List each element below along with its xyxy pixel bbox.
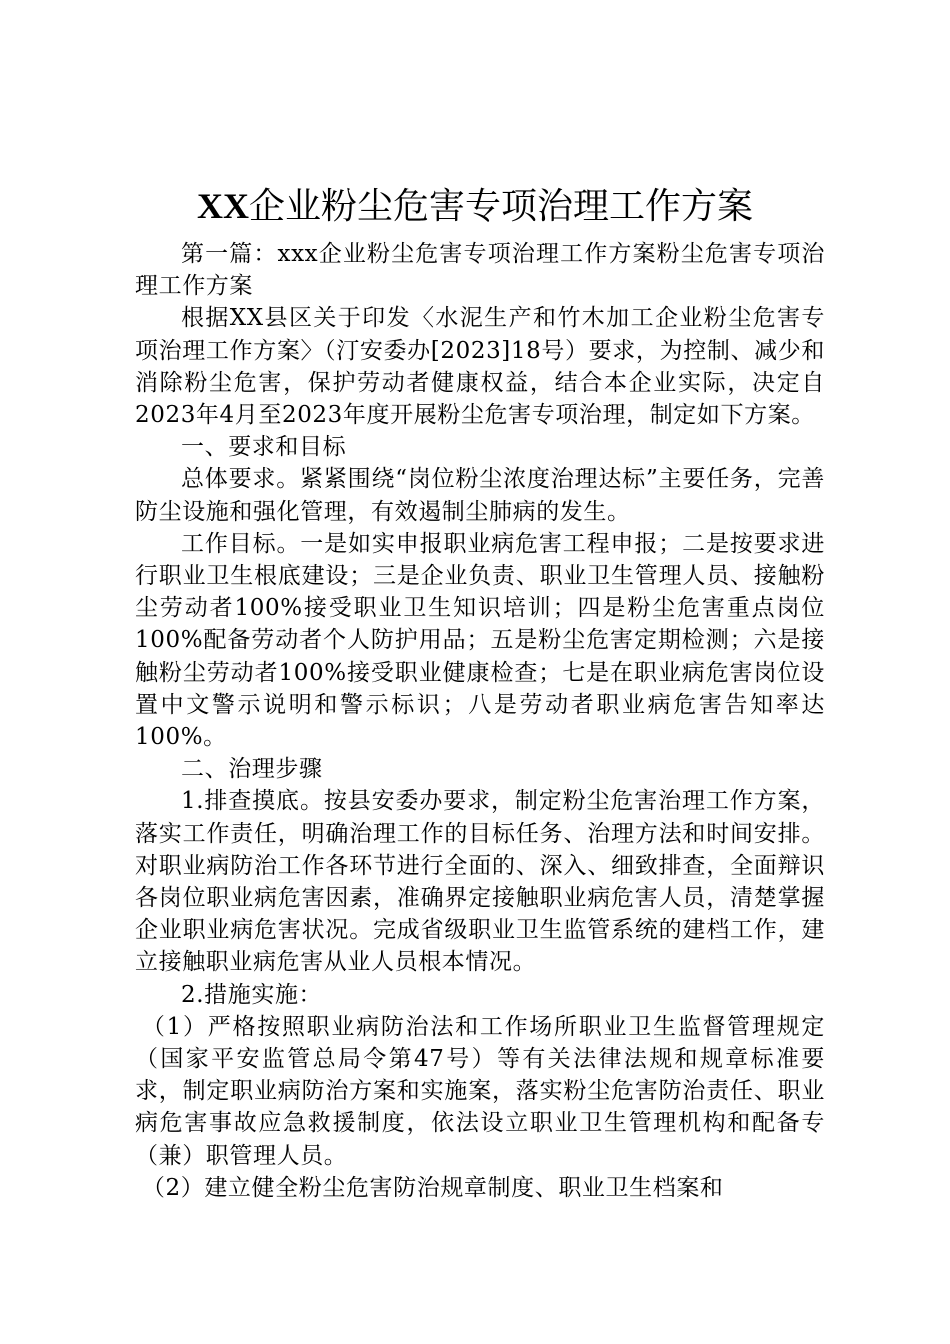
title-latin-prefix: XX: [196, 186, 249, 226]
paragraph-intro: 第一篇：xxx企业粉尘危害专项治理工作方案粉尘危害专项治理工作方案: [135, 241, 825, 300]
paragraph-step-1: 1.排查摸底。按县安委办要求，制定粉尘危害治理工作方案，落实工作责任，明确治理工作的目标任务、治理方法和时间安排。对职业病防治工作各环节进行全面的、深入、细致排查，全面辩识各岗位职业病危害因素，准确界定接触职业病危害人员，清楚掌握企业职业病危害状况。完成省级职业卫生监管系统的建档工作，建立接触职业病危害从业人员根本情况。: [135, 788, 825, 976]
paragraph-measure-1: （1）严格按照职业病防治法和工作场所职业卫生监督管理规定（国家平安监管总局令第47号）等有关法律法规和规章标准要求，制定职业病防治方案和实施案，落实粉尘危害防治责任、职业病危害事故应急救援制度，依法设立职业卫生管理机构和配备专（兼）职管理人员。: [135, 1013, 825, 1169]
title-main-text: 企业粉尘危害专项治理工作方案: [248, 186, 753, 227]
paragraph-overall-requirement: 总体要求。紧紧围绕“岗位粉尘浓度治理达标”主要任务，完善防尘设施和强化管理，有效遏制尘肺病的发生。: [135, 466, 825, 525]
paragraph-measure-2: （2）建立健全粉尘危害防治规章制度、职业卫生档案和: [141, 1174, 724, 1201]
paragraph-work-goals: 工作目标。一是如实申报职业病危害工程申报；二是按要求进行职业卫生根底建设；三是企业负责、职业卫生管理人员、接触粉尘劳动者100%接受职业卫生知识培训；四是粉尘危害重点岗位100%配备劳动者个人防护用品；五是粉尘危害定期检测；六是接触粉尘劳动者100%接受职业健康检查；七是在职业病危害岗位设置中文警示说明和警示标识；八是劳动者职业病危害告知率达100%。: [135, 530, 825, 751]
section-heading-steps: 二、治理步骤: [181, 756, 323, 783]
paragraph-background: 根据XX县区关于印发〈水泥生产和竹木加工企业粉尘危害专项治理工作方案〉（汀安委办[2023]18号）要求，为控制、减少和消除粉尘危害，保护劳动者健康权益，结合本企业实际，决定自2023年4月至2023年度开展粉尘危害专项治理，制定如下方案。: [135, 305, 825, 429]
document-body: [135, 238, 825, 1204]
paragraph-step-2-heading: 2.措施实施：: [181, 981, 323, 1008]
document-title: [0, 180, 950, 233]
section-heading-requirements: 一、要求和目标: [181, 434, 347, 461]
